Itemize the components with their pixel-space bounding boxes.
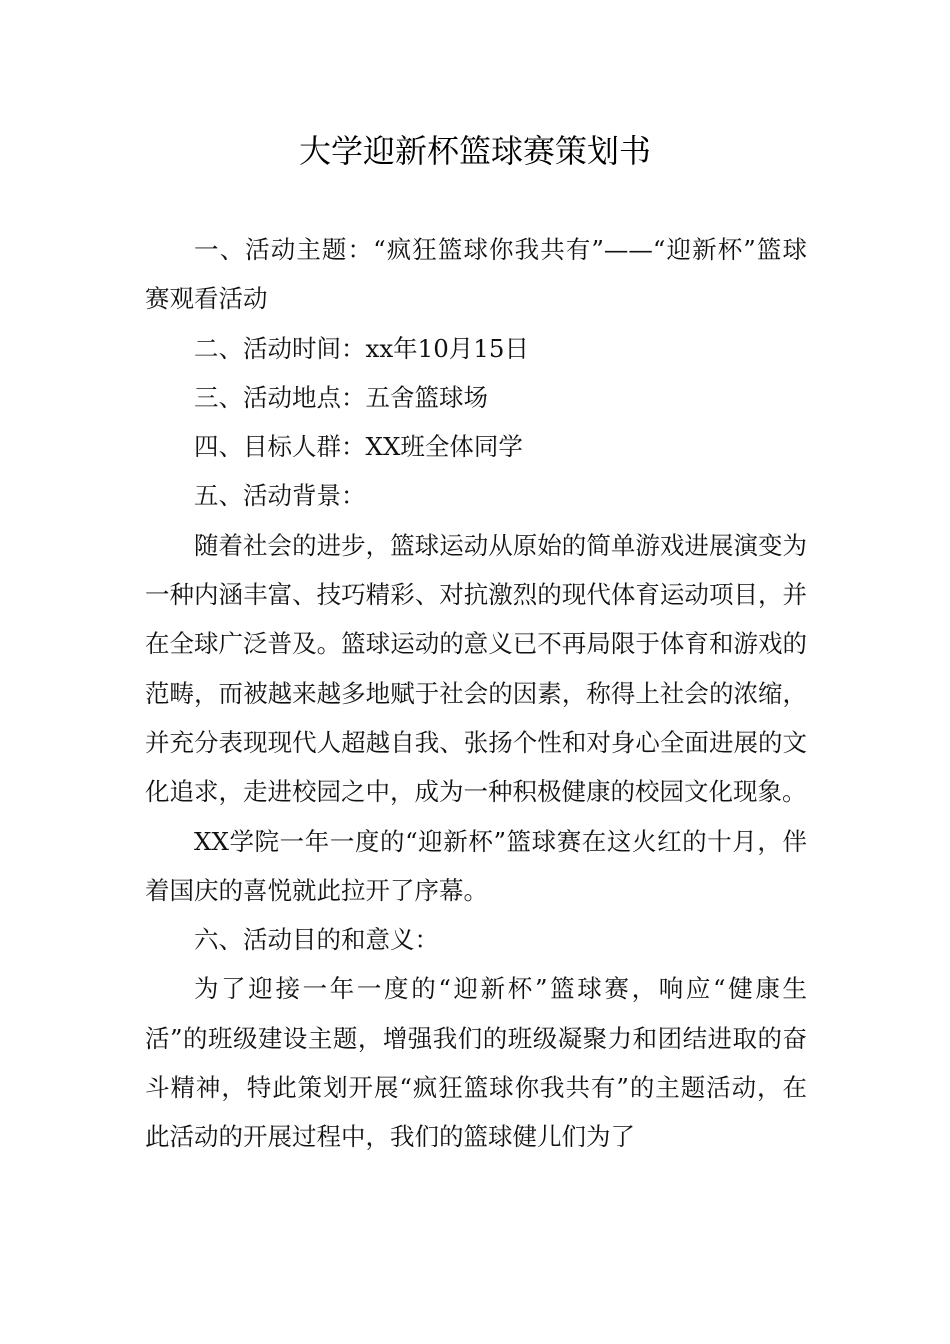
background-paragraph: 随着社会的进步，篮球运动从原始的简单游戏进展演变为一种内涵丰富、技巧精彩、对抗激烈的现代体育运动项目，并在全球广泛普及。篮球运动的意义已不再局限于体育和游戏的范畴，而被越来越多地赋于社会的因素，称得上社会的浓缩，并充分表现现代人超越自我、张扬个性和对身心全面进展的文化追求，走进校园之中，成为一种积极健康的校园文化现象。 [145, 530, 807, 807]
document-title: 大学迎新杯篮球赛策划书 [298, 132, 651, 170]
purpose-paragraph: 为了迎接一年一度的“迎新杯”篮球赛，响应“健康生活”的班级建设主题，增强我们的班级凝聚力和团结进取的奋斗精神，特此策划开展“疯狂篮球你我共有”的主题活动，在此活动的开展过程中，我们的篮球健儿们为了 [145, 974, 807, 1152]
document-body [145, 225, 807, 1162]
section-purpose-heading: 六、活动目的和意义： [194, 925, 439, 955]
background-paragraph-2: XX学院一年一度的“迎新杯”篮球赛在这火红的十月，伴着国庆的喜悦就此拉开了序幕。 [145, 826, 807, 905]
section-theme: 一、活动主题：“疯狂篮球你我共有”——“迎新杯”篮球赛观看活动 [145, 235, 807, 314]
section-background-heading: 五、活动背景： [194, 481, 366, 511]
section-target-audience: 四、目标人群：XX班全体同学 [194, 432, 523, 462]
section-time: 二、活动时间：xx年10月15日 [194, 333, 529, 363]
section-location: 三、活动地点：五舍篮球场 [194, 382, 488, 412]
